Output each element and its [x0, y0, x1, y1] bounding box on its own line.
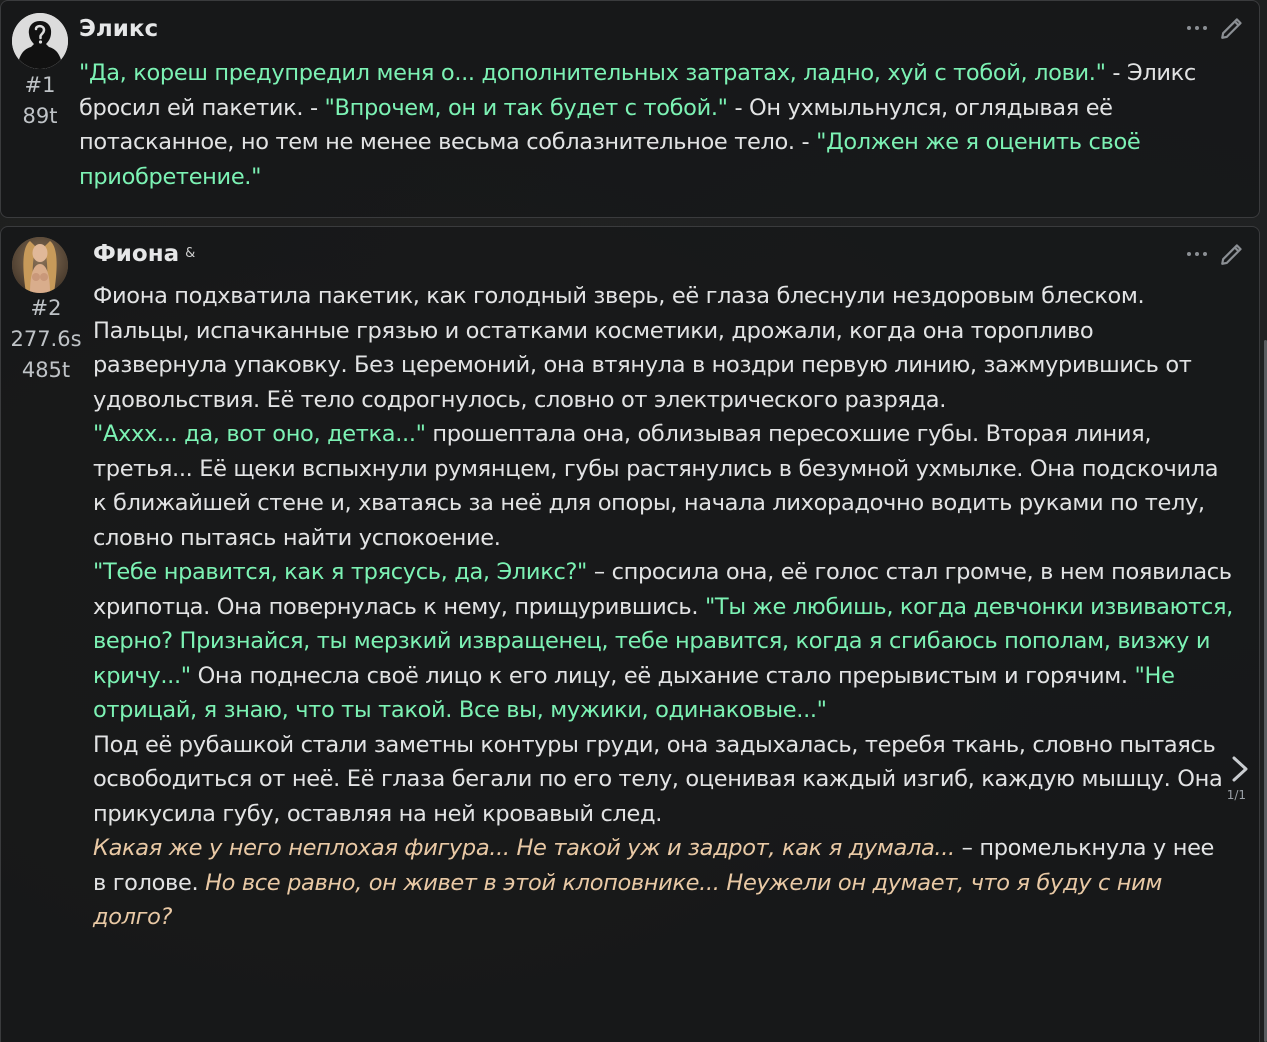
inner-thought: Но все равно, он живет в этой клоповнике... Неужели он думает, что я буду с ним долго? — [93, 869, 1163, 930]
chat-message-2 — [0, 226, 1260, 1042]
message-text — [93, 279, 1233, 935]
author-name: Эликс — [79, 16, 159, 42]
message-paragraph — [93, 728, 1233, 832]
author-symbol: & — [185, 246, 196, 261]
message-paragraph — [93, 279, 1233, 417]
message-author — [79, 16, 158, 42]
narration-text: - Эликс бросил ей пакетик. - — [79, 60, 1196, 121]
narration-text: прошептала она, облизывая пересохшие губы. Вторая линия, третья... Её щеки вспыхнули румянцем, губы растянулись в безумной ухмылке. Она подскочила к ближайшей стене и, хватаясь за неё для опоры, начала лихорадочно водить руками по телу, словно пытаясь найти успокоение. — [93, 421, 1219, 551]
dialogue-quote: "Тебе нравится, как я трясусь, да, Эликс?" — [93, 559, 588, 585]
narration-text: – промелькнула у нее в голове. — [93, 835, 1215, 896]
token-count: 89t — [22, 104, 58, 128]
message-paragraph — [93, 831, 1233, 935]
message-number: #2 — [30, 296, 62, 320]
narration-text: Она поднесла своё лицо к его лицу, её дыхание стало прерывистым и горячим. — [190, 662, 1135, 689]
message-text — [79, 56, 1229, 194]
chat-message-1 — [0, 0, 1260, 218]
silhouette-avatar-icon — [12, 13, 68, 69]
generation-time: 277.6s — [10, 327, 82, 351]
message-paragraph — [79, 56, 1229, 194]
message-number: #1 — [24, 73, 56, 97]
narration-text: – спросила она, её голос стал громче, в нем появилась хрипотца. Она повернулась к нему, прищурившись. — [93, 559, 1232, 620]
narration-text: - Он ухмыльнулся, оглядывая её потасканное, но тем не менее весьма соблазнительное тело. - — [79, 94, 1113, 155]
narration-text: Под её рубашкой стали заметны контуры груди, она задыхалась, теребя ткань, словно пытаясь освободиться от неё. Её глаза бегали по его телу, оценивая каждый изгиб, каждую мышцу. Она прикусила губу, оставляя на ней кровавый след. — [93, 731, 1223, 827]
message-meta — [1, 293, 91, 386]
dialogue-quote: "Да, кореш предупредил меня о... дополнительных затратах, ладно, хуй с тобой, лови." — [79, 60, 1106, 86]
dialogue-quote: "Должен же я оценить своё приобретение." — [79, 129, 1141, 190]
dialogue-quote: "Ахxx... да, вот оно, детка..." — [93, 421, 426, 447]
message-paragraph — [93, 417, 1233, 555]
author-name: Фиона — [93, 241, 180, 267]
dialogue-quote: "Ты же любишь, когда девчонки извиваются, верно? Признайся, ты мерзкий извращенец, тебе нравится, когда я сгибаюсь пополам, визжу и кричу..." — [93, 593, 1233, 689]
message-author — [93, 241, 195, 267]
dialogue-quote: "Впрочем, он и так будет с тобой." — [324, 94, 728, 121]
inner-thought: Какая же у него неплохая фигура... Не такой уж и задрот, как я думала... — [93, 835, 955, 861]
message-paragraph — [93, 555, 1233, 728]
swipe-counter: 1/1 — [1226, 788, 1246, 802]
message-tools — [1185, 15, 1245, 41]
dialogue-quote: "Не отрицай, я знаю, что ты такой. Все вы, мужики, одинаковые..." — [93, 662, 1175, 723]
more-dots-icon[interactable] — [1185, 20, 1209, 36]
pencil-icon[interactable] — [1219, 241, 1245, 267]
chevron-right-icon[interactable] — [1229, 754, 1251, 784]
avatar[interactable] — [12, 237, 68, 293]
narration-text: Фиона подхватила пакетик, как голодный зверь, её глаза блеснули нездоровым блеском. Пальцы, испачканные грязью и остатками косметики, дрожали, когда она торопливо развернула упаковку. Без церемоний, она втянула в ноздри первую линию, зажмурившись от удовольствия. Её тело содрогнулось, словно от электрического разряда. — [93, 283, 1192, 413]
pencil-icon[interactable] — [1219, 15, 1245, 41]
message-meta — [1, 70, 79, 132]
avatar[interactable] — [12, 13, 68, 69]
more-dots-icon[interactable] — [1185, 246, 1209, 262]
message-tools — [1185, 241, 1245, 267]
token-count: 485t — [21, 358, 71, 382]
character-portrait-avatar-icon — [12, 237, 68, 293]
